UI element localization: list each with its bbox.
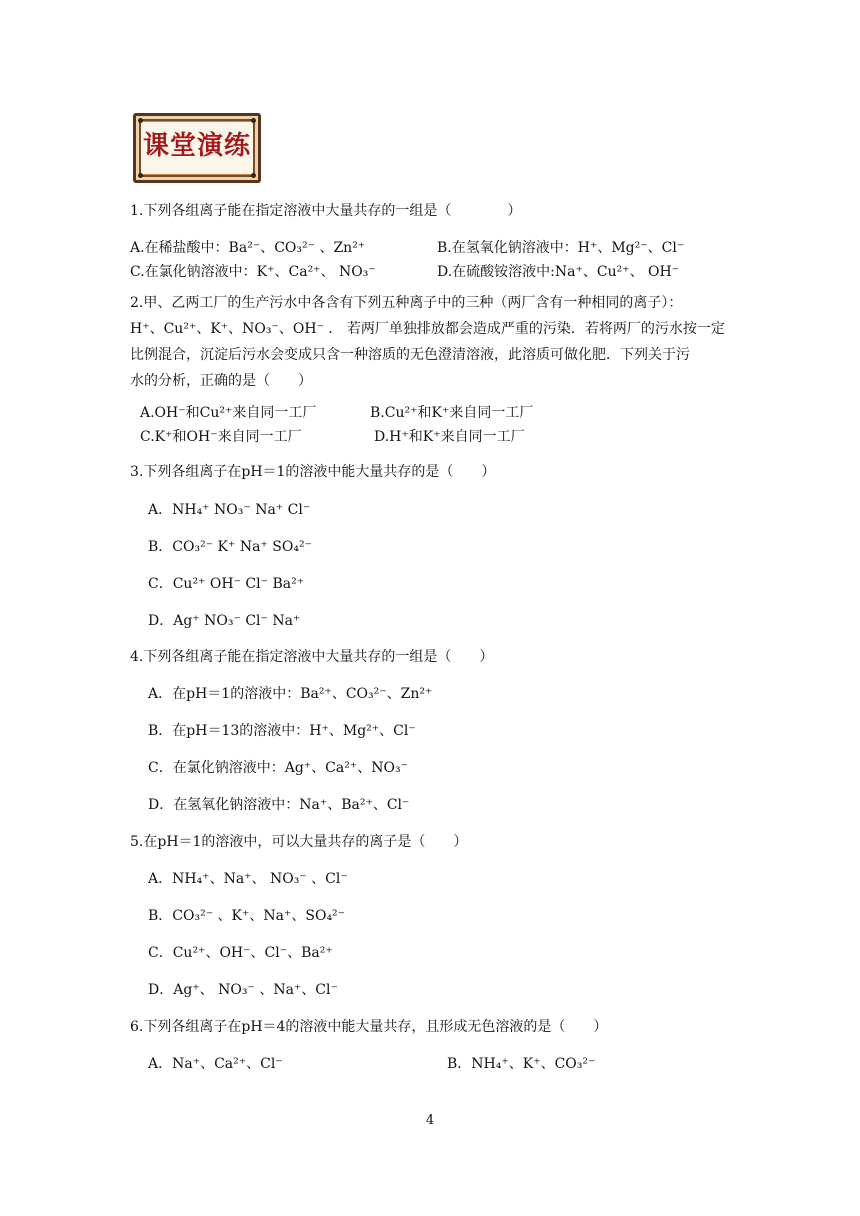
question-line-q1d: D.在硫酸铵溶液中:Na⁺、Cu²⁺、 OH⁻: [437, 264, 680, 280]
question-line-q4a: A．在pH＝1的溶液中：Ba²⁺、CO₃²⁻、Zn²⁺: [148, 686, 433, 702]
question-line-q3c: C．Cu²⁺ OH⁻ Cl⁻ Ba²⁺: [148, 576, 305, 592]
section-badge: [133, 113, 261, 183]
question-line-q3: 3.下列各组离子在pH＝1的溶液中能大量共存的是（ ）: [130, 464, 496, 480]
question-line-q3a: A．NH₄⁺ NO₃⁻ Na⁺ Cl⁻: [148, 502, 311, 518]
question-line-q5a: A．NH₄⁺、Na⁺、 NO₃⁻ 、Cl⁻: [148, 871, 348, 887]
question-line-q4: 4.下列各组离子能在指定溶液中大量共存的一组是（ ）: [130, 649, 494, 665]
question-line-q2c: C.K⁺和OH⁻来自同一工厂: [140, 429, 302, 445]
question-line-q4b: B．在pH＝13的溶液中：H⁺、Mg²⁺、Cl⁻: [148, 723, 416, 739]
question-line-q2l4: 水的分析，正确的是（ ）: [130, 373, 312, 389]
nail-icon: [138, 173, 143, 178]
question-line-q2l3: 比例混合，沉淀后污水会变成只含一种溶质的无色澄清溶液，此溶质可做化肥．下列关于污: [130, 347, 690, 363]
nail-icon: [251, 118, 256, 123]
question-line-q1a: A.在稀盐酸中：Ba²⁻、CO₃²⁻ 、Zn²⁺: [130, 240, 366, 256]
question-line-q2l2: H⁺、Cu²⁺、K⁺、NO₃⁻、OH⁻ ． 若两厂单独排放都会造成严重的污染．若将两厂的污水按一定: [130, 321, 725, 337]
question-line-q6: 6.下列各组离子在pH＝4的溶液中能大量共存，且形成无色溶液的是（ ）: [130, 1019, 608, 1035]
question-line-q2d: D.H⁺和K⁺来自同一工厂: [374, 429, 525, 445]
question-line-q5c: C．Cu²⁺、OH⁻、Cl⁻、Ba²⁺: [148, 945, 333, 961]
question-line-q2l1: 2.甲、乙两工厂的生产污水中各含有下列五种离子中的三种（两厂含有一种相同的离子）：: [130, 295, 683, 311]
question-line-q2b: B.Cu²⁺和K⁺来自同一工厂: [370, 405, 534, 421]
question-line-q5d: D．Ag⁺、 NO₃⁻ 、Na⁺、Cl⁻: [148, 982, 338, 998]
question-line-q2a: A.OH⁻和Cu²⁺来自同一工厂: [140, 405, 317, 421]
question-line-q5b: B．CO₃²⁻ 、K⁺、Na⁺、SO₄²⁻: [148, 908, 346, 924]
nail-icon: [251, 173, 256, 178]
question-line-q3d: D．Ag⁺ NO₃⁻ Cl⁻ Na⁺: [148, 613, 301, 629]
question-line-q5: 5.在pH＝1的溶液中，可以大量共存的离子是（ ）: [130, 834, 468, 850]
question-line-q4c: C．在氯化钠溶液中：Ag⁺、Ca²⁺、NO₃⁻: [148, 760, 408, 776]
question-line-q1c: C.在氯化钠溶液中：K⁺、Ca²⁺、 NO₃⁻: [130, 264, 376, 280]
page-number: 4: [425, 1113, 435, 1128]
badge-title: 课堂演练: [142, 131, 251, 161]
question-line-q6a: A．Na⁺、Ca²⁺、Cl⁻: [148, 1056, 283, 1072]
question-line-q1b: B.在氢氧化钠溶液中：H⁺、Mg²⁻、Cl⁻: [437, 240, 685, 256]
question-line-q3b: B．CO₃²⁻ K⁺ Na⁺ SO₄²⁻: [148, 539, 312, 555]
question-line-q6b: B．NH₄⁺、K⁺、CO₃²⁻: [447, 1056, 596, 1072]
question-line-q4d: D．在氢氧化钠溶液中：Na⁺、Ba²⁺、Cl⁻: [148, 797, 410, 813]
question-line-q1: 1.下列各组离子能在指定溶液中大量共存的一组是（ ）: [130, 203, 522, 219]
nail-icon: [138, 118, 143, 123]
